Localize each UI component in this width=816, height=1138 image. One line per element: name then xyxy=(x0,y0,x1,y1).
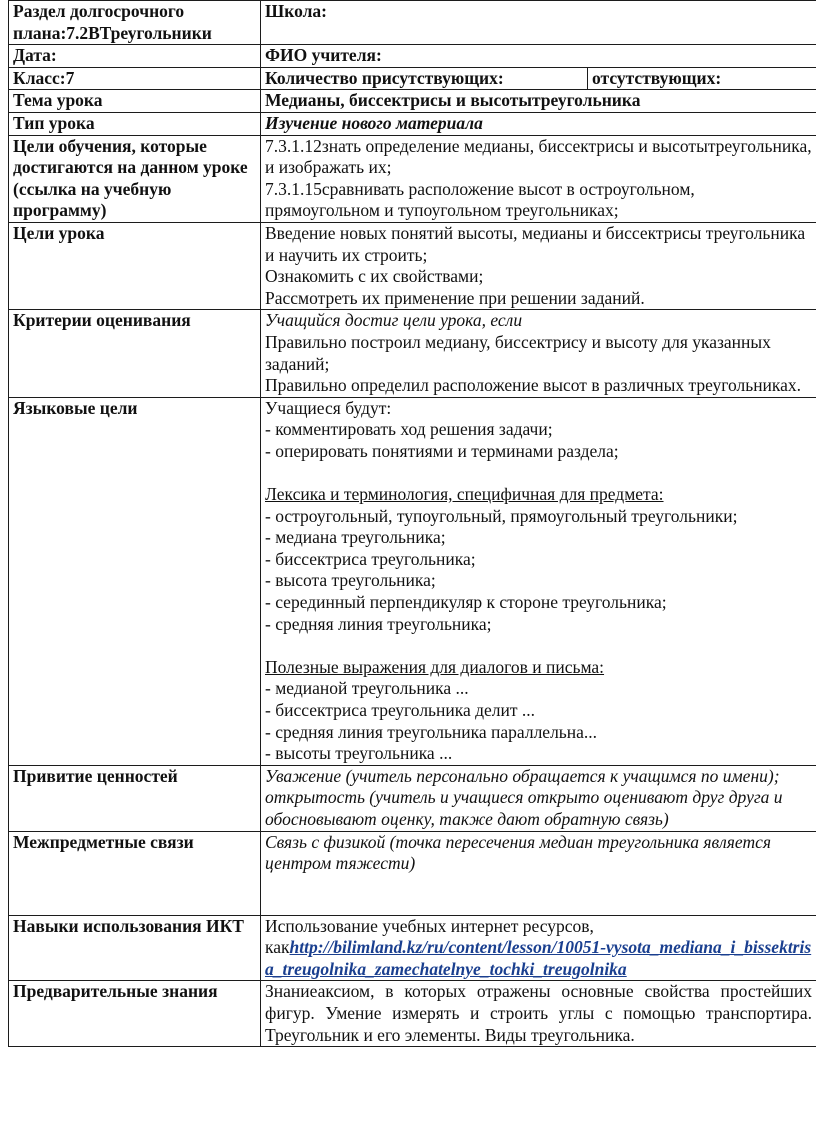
row-ict xyxy=(9,915,816,981)
goal-line: Ознакомить с их свойствами; xyxy=(265,266,484,287)
row-topic xyxy=(9,90,816,113)
criteria-intro: Учащийся достиг цели урока, если xyxy=(265,310,523,331)
values-label: Привитие ценностей xyxy=(9,765,261,831)
vocab-item: - биссектриса треугольника; xyxy=(265,548,476,569)
cross-value: Связь с физикой (точка пересечения медиан треугольника является центром тяжести) xyxy=(261,831,816,915)
vocab-item: - высота треугольника; xyxy=(265,570,436,591)
row-date xyxy=(9,45,816,68)
vocab-heading: Лексика и терминология, специфичная для предмета: xyxy=(265,484,664,505)
type-value: Изучение нового материала xyxy=(261,112,816,135)
prior-label: Предварительные знания xyxy=(9,981,261,1047)
objective-line: 7.3.1.12знать определение медианы, биссектрисы и высотытреугольника, и изображать их; xyxy=(265,135,812,178)
language-label: Языковые цели xyxy=(9,397,261,765)
objectives-label: Цели обучения, которые достигаются на данном уроке (ссылка на учебную программу) xyxy=(9,135,261,222)
vocab-item: - серединный перпендикуляр к стороне треугольника; xyxy=(265,592,667,613)
vocab-item: - средняя линия треугольника; xyxy=(265,613,492,634)
criteria-line: Правильно определил расположение высот в различных треугольниках. xyxy=(265,375,802,396)
ict-text-prefix: как xyxy=(265,937,290,958)
objectives-value xyxy=(261,135,816,222)
phrase-item: - средняя линия треугольника параллельна... xyxy=(265,721,598,742)
cross-label: Межпредметные связи xyxy=(9,831,261,915)
row-lesson-goals xyxy=(9,222,816,309)
language-intro: Учащиеся будут: xyxy=(265,397,392,418)
language-line: - оперировать понятиями и терминами раздела; xyxy=(265,440,619,461)
values-value: Уважение (учитель персонально обращается к учащимся по имени); открытость (учитель и учащиеся открыто оценивают друг друга и обосновывают оценку, также дают обратную связь) xyxy=(261,765,816,831)
criteria-line: Правильно построил медиану, биссектрису и высоту для указанных заданий; xyxy=(265,331,771,374)
phrase-item: - биссектриса треугольника делит ... xyxy=(265,700,536,720)
prior-value: Знаниеаксиом, в которых отражены основные свойства простейших фигур. Умение измерять и строить углы с помощью транспортира. Треугольник и его элементы. Виды треугольника. xyxy=(261,981,816,1047)
criteria-label: Критерии оценивания xyxy=(9,310,261,397)
vocab-item: - медиана треугольника; xyxy=(265,527,446,548)
language-value xyxy=(261,397,816,765)
present-label: Количество присутствующих: xyxy=(261,68,588,90)
lesson-goals-label: Цели урока xyxy=(9,222,261,309)
row-language xyxy=(9,397,816,765)
attendance-cell xyxy=(261,67,816,90)
row-class xyxy=(9,67,816,90)
row-type xyxy=(9,112,816,135)
phrase-item: - высоты треугольника ... xyxy=(265,743,453,764)
absent-label: отсутствующих: xyxy=(592,67,722,88)
language-line: - комментировать ход решения задачи; xyxy=(265,419,553,440)
vocab-item: - остроугольный, тупоугольный, прямоугольный треугольники; xyxy=(265,505,738,526)
row-section xyxy=(9,1,816,45)
row-cross xyxy=(9,831,816,915)
school-label: Школа: xyxy=(261,1,816,45)
ict-text: Использование учебных интернет ресурсов, xyxy=(265,915,594,936)
ict-value xyxy=(261,915,816,981)
row-values xyxy=(9,765,816,831)
goal-line: Рассмотреть их применение при решении заданий. xyxy=(265,287,645,308)
ict-label: Навыки использования ИКТ xyxy=(9,915,261,981)
lesson-plan-table xyxy=(8,0,816,1047)
lesson-plan-page xyxy=(8,0,816,1138)
phrases-heading: Полезные выражения для диалогов и письма: xyxy=(265,656,605,677)
topic-value: Медианы, биссектрисы и высотытреугольника xyxy=(261,90,816,113)
bilimland-link[interactable]: http://bilimland.kz/ru/content/lesson/10051-vysota_mediana_i_bissektrisa_treugolnika_zamechatelnye_tochki_treugolnika xyxy=(265,937,812,979)
type-label: Тип урока xyxy=(9,112,261,135)
lesson-goals-value xyxy=(261,222,816,309)
goal-line: Введение новых понятий высоты, медианы и биссектрисы треугольника и научить их строить; xyxy=(265,222,806,265)
teacher-label: ФИО учителя: xyxy=(261,45,816,68)
phrase-item: - медианой треугольника ... xyxy=(265,678,469,699)
topic-label: Тема урока xyxy=(9,90,261,113)
objective-line: 7.3.1.15сравнивать расположение высот в остроугольном, прямоугольном и тупоугольном треугольниках; xyxy=(265,178,695,221)
section-label: Раздел долгосрочного плана:7.2ВТреугольники xyxy=(9,1,261,45)
criteria-value xyxy=(261,310,816,397)
row-criteria xyxy=(9,310,816,397)
row-objectives xyxy=(9,135,816,222)
date-label: Дата: xyxy=(9,45,261,68)
class-label: Класс:7 xyxy=(9,67,261,90)
row-prior xyxy=(9,981,816,1047)
